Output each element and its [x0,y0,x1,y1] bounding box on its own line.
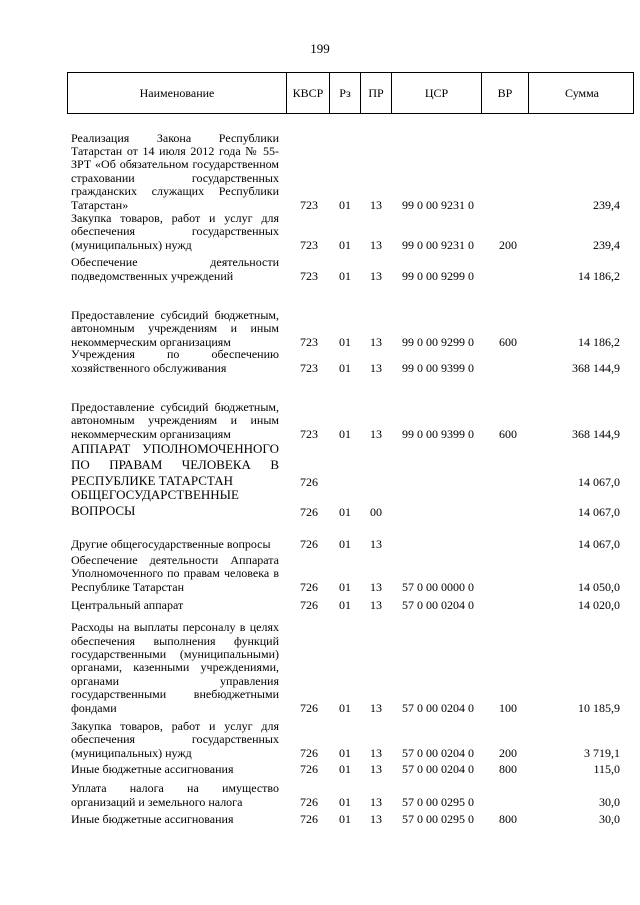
row-kvsr: 726 [300,746,318,760]
row-sum: 239,4 [593,198,620,212]
row-csr: 57 0 00 0204 0 [402,598,474,612]
row-name: Уплата налога на имущество организаций и земельного налога [71,781,279,809]
row-sum: 14 186,2 [578,335,620,349]
row-pr: 13 [370,238,382,252]
row-csr: 99 0 00 9299 0 [402,269,474,283]
row-kvsr: 726 [300,580,318,594]
row-vr: 800 [499,762,517,776]
row-name: Иные бюджетные ассигнования [71,811,234,826]
header-csr: ЦСР [392,73,482,113]
row-pr: 13 [370,762,382,776]
row-rz: 01 [339,269,351,283]
row-kvsr: 723 [300,198,318,212]
row-rz: 01 [339,762,351,776]
row-sum: 14 050,0 [578,580,620,594]
row-pr: 13 [370,746,382,760]
row-vr: 100 [499,701,517,715]
row-name: АППАРАТ УПОЛНОМОЧЕННОГО ПО ПРАВАМ ЧЕЛОВЕКА В РЕСПУБЛИКЕ ТАТАРСТАН [71,441,279,488]
row-vr: 600 [499,335,517,349]
row-kvsr: 726 [300,701,318,715]
row-csr: 57 0 00 0204 0 [402,746,474,760]
header-pr: ПР [361,73,392,113]
row-sum: 30,0 [599,795,620,809]
header-vr: ВР [482,73,529,113]
row-kvsr: 723 [300,361,318,375]
row-kvsr: 723 [300,427,318,441]
row-name: Предоставление субсидий бюджетным, автономным учреждениям и иным некоммерческим организациям [71,399,279,441]
row-rz: 01 [339,746,351,760]
row-name: Закупка товаров, работ и услуг для обеспечения государственных (муниципальных) нужд [71,210,279,252]
row-name: ОБЩЕГОСУДАРСТВЕННЫЕ ВОПРОСЫ [71,487,239,518]
row-name: Реализация Закона Республики Татарстан от 14 июля 2012 года № 55-ЗРТ «Об обязательном государственном страховании государственных гражданских служащих Республики Татарстан» [71,130,279,212]
row-kvsr: 723 [300,335,318,349]
row-kvsr: 726 [300,762,318,776]
row-sum: 239,4 [593,238,620,252]
row-sum: 14 067,0 [578,475,620,489]
row-name: Иные бюджетные ассигнования [71,761,234,776]
row-pr: 13 [370,795,382,809]
row-name: Учреждения по обеспечению хозяйственного обслуживания [71,347,279,375]
row-pr: 00 [370,505,382,519]
row-sum: 30,0 [599,812,620,826]
row-name: Центральный аппарат [71,597,184,612]
row-rz: 01 [339,198,351,212]
row-kvsr: 726 [300,537,318,551]
row-kvsr: 726 [300,812,318,826]
row-rz: 01 [339,505,351,519]
row-rz: 01 [339,335,351,349]
row-pr: 13 [370,580,382,594]
row-csr: 99 0 00 9399 0 [402,427,474,441]
row-name: Другие общегосударственные вопросы [71,536,271,551]
row-kvsr: 726 [300,795,318,809]
row-csr: 99 0 00 9231 0 [402,238,474,252]
row-csr: 57 0 00 0204 0 [402,701,474,715]
row-csr: 57 0 00 0295 0 [402,812,474,826]
row-vr: 200 [499,746,517,760]
header-sum: Сумма [565,86,599,100]
row-csr: 57 0 00 0000 0 [402,580,474,594]
row-kvsr: 726 [300,475,318,489]
row-sum: 3 719,1 [584,746,620,760]
row-rz: 01 [339,537,351,551]
row-kvsr: 723 [300,238,318,252]
row-sum: 10 185,9 [578,701,620,715]
row-pr: 13 [370,335,382,349]
row-sum: 14 186,2 [578,269,620,283]
row-pr: 13 [370,701,382,715]
page-number: 199 [310,41,330,56]
row-name: Обеспечение деятельности Аппарата Уполномоченного по правам человека в Республике Татарстан [71,552,279,594]
row-rz: 01 [339,361,351,375]
row-vr: 200 [499,238,517,252]
header-name: Наименование [68,73,287,113]
row-rz: 01 [339,238,351,252]
row-sum: 14 067,0 [578,505,620,519]
row-sum: 368 144,9 [572,427,620,441]
row-name: Предоставление субсидий бюджетным, автономным учреждениям и иным некоммерческим организациям [71,307,279,349]
header-kvsr: КВСР [287,73,330,113]
row-name: Обеспечение деятельности подведомственных учреждений [71,255,279,283]
row-sum: 14 020,0 [578,598,620,612]
row-rz: 01 [339,812,351,826]
row-rz: 01 [339,580,351,594]
row-pr: 13 [370,361,382,375]
row-kvsr: 723 [300,269,318,283]
row-pr: 13 [370,598,382,612]
row-rz: 01 [339,795,351,809]
row-name: Закупка товаров, работ и услуг для обеспечения государственных (муниципальных) нужд [71,718,279,760]
row-pr: 13 [370,269,382,283]
row-vr: 800 [499,812,517,826]
row-csr: 57 0 00 0295 0 [402,795,474,809]
row-sum: 368 144,9 [572,361,620,375]
row-name: Расходы на выплаты персоналу в целях обеспечения выполнения функций государственными (муниципальными) органами, казенными учреждениями, органами управления государственными внебюджетными фондами [71,620,279,715]
row-pr: 13 [370,198,382,212]
row-csr: 99 0 00 9399 0 [402,361,474,375]
row-csr: 99 0 00 9231 0 [402,198,474,212]
row-csr: 57 0 00 0204 0 [402,762,474,776]
row-rz: 01 [339,701,351,715]
row-sum: 115,0 [593,762,620,776]
row-rz: 01 [339,598,351,612]
row-kvsr: 726 [300,505,318,519]
header-rz: Рз [330,73,361,113]
row-vr: 600 [499,427,517,441]
row-pr: 13 [370,427,382,441]
row-pr: 13 [370,812,382,826]
row-kvsr: 726 [300,598,318,612]
row-pr: 13 [370,537,382,551]
row-rz: 01 [339,427,351,441]
row-csr: 99 0 00 9299 0 [402,335,474,349]
row-sum: 14 067,0 [578,537,620,551]
